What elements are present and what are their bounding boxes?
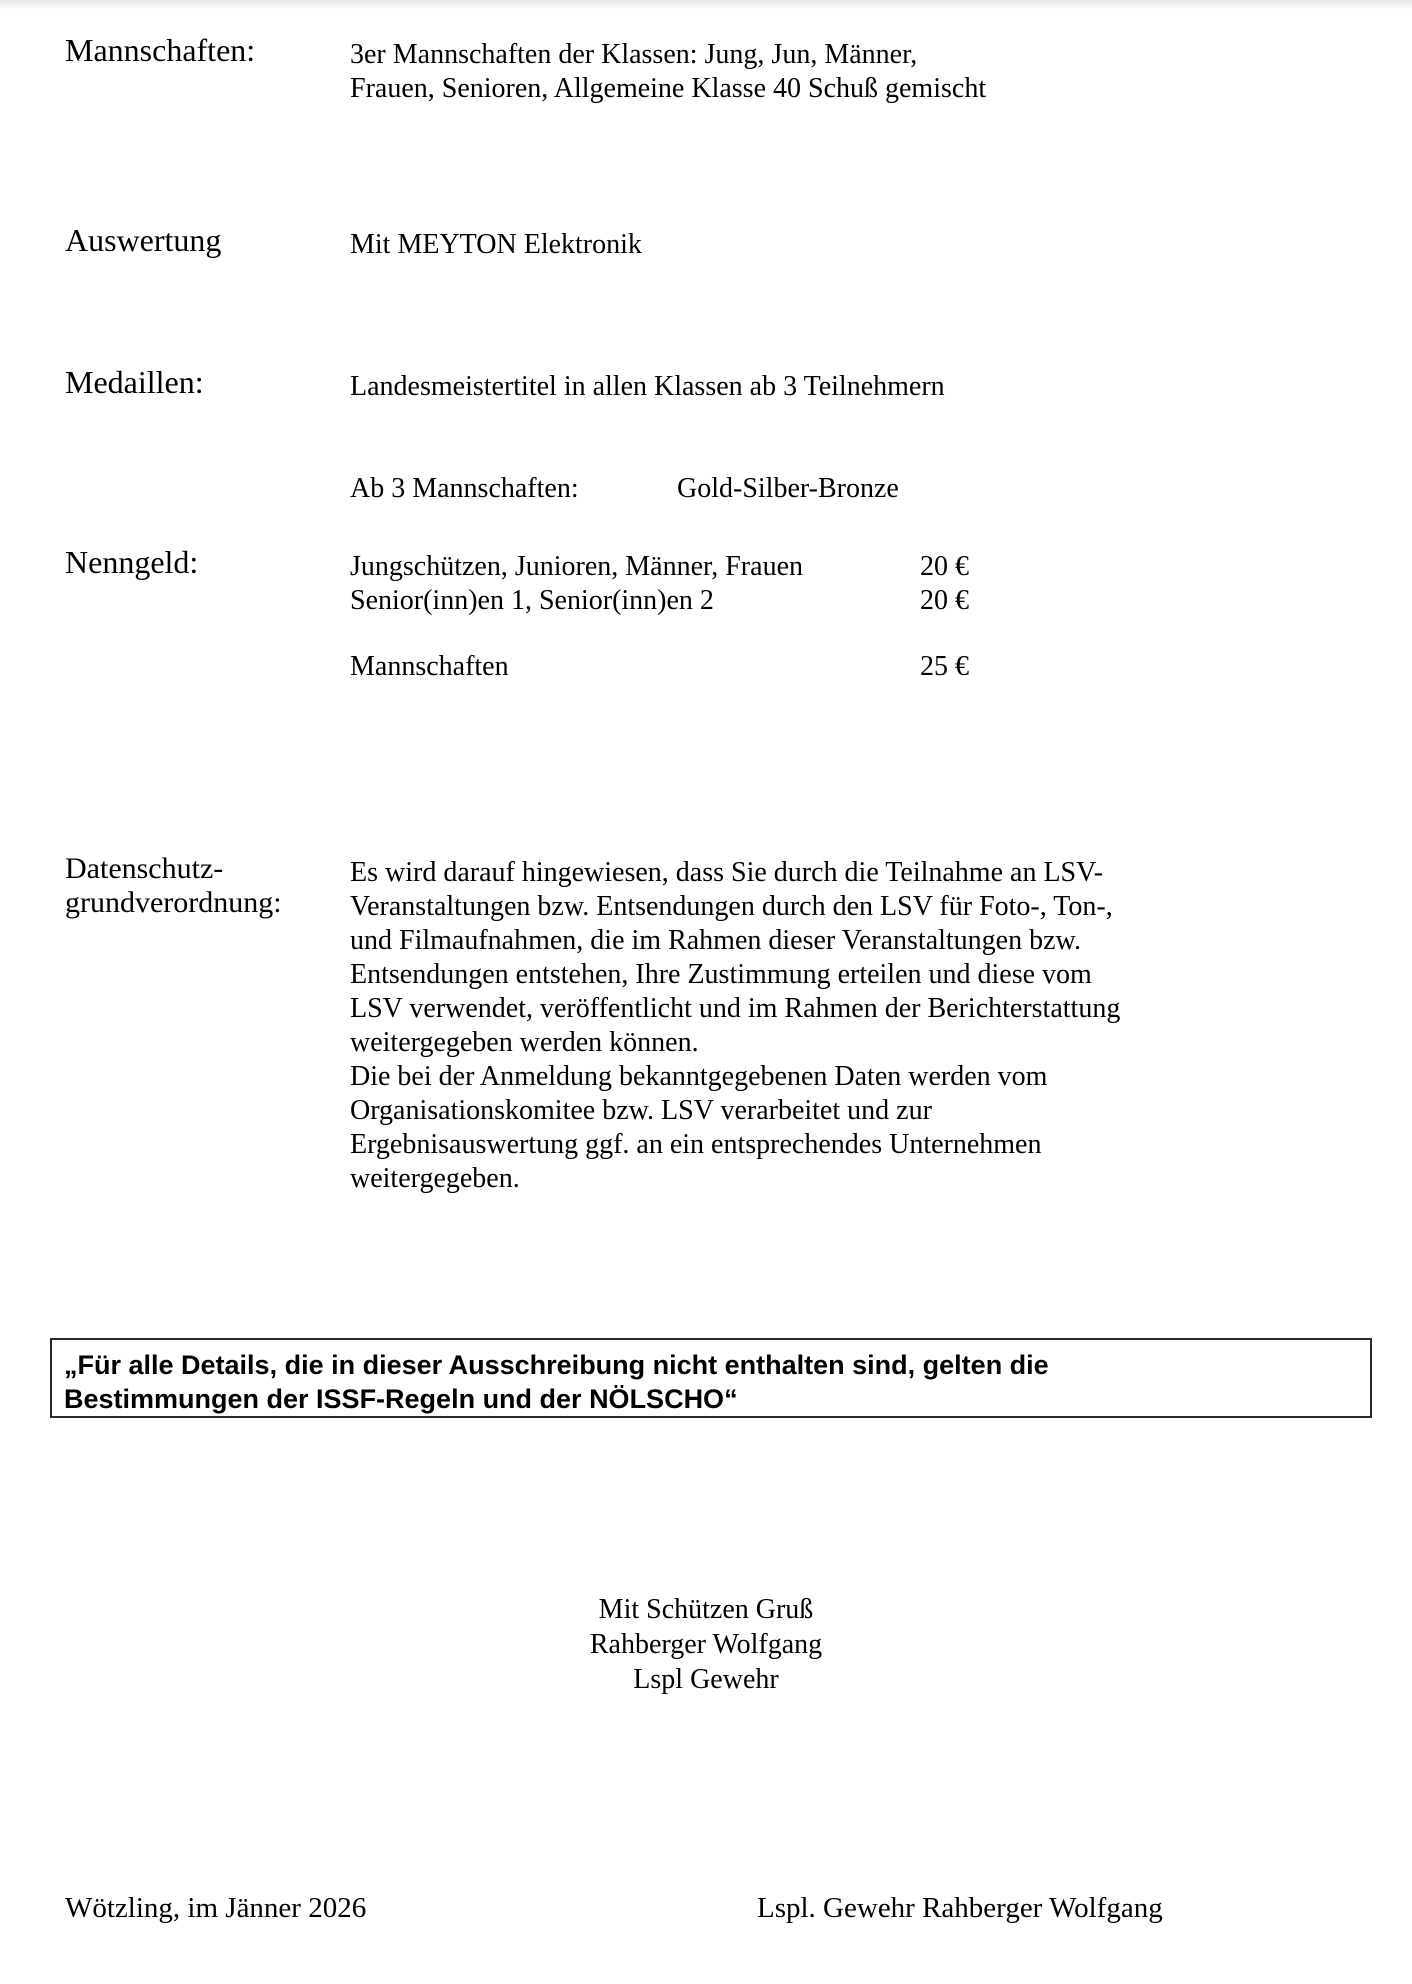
paragraph-line: Organisationskomitee bzw. LSV verarbeitet und zur (350, 1095, 932, 1126)
field-label-auswertung: Auswertung (65, 222, 222, 258)
field-label-nenngeld: Nenngeld: (65, 544, 199, 580)
page-top-edge (0, 0, 1412, 10)
fee-row (350, 550, 1110, 584)
signature-role: Lspl Gewehr (633, 1664, 779, 1695)
datenschutz-paragraph (350, 856, 1120, 1196)
paragraph-line: und Filmaufnahmen, die im Rahmen dieser Veranstaltungen bzw. (350, 925, 1081, 956)
paragraph-line: Veranstaltungen bzw. Entsendungen durch den LSV für Foto-, Ton-, (350, 891, 1113, 922)
fee-text: Jungschützen, Junioren, Männer, Frauen (350, 551, 803, 582)
rules-notice-line1: „Für alle Details, die in dieser Ausschreibung nicht enthalten sind, gelten die (64, 1350, 1049, 1380)
signature-greeting: Mit Schützen Gruß (598, 1594, 814, 1625)
field-value-auswertung: Mit MEYTON Elektronik (350, 229, 642, 260)
paragraph-line: weitergegeben werden können. (350, 1027, 699, 1058)
fee-text: Mannschaften (350, 651, 509, 682)
rules-notice-box (50, 1338, 1372, 1418)
field-label-medaillen: Medaillen: (65, 364, 204, 400)
fee-amount: 25 € (920, 651, 969, 682)
fee-row (350, 650, 1110, 684)
fee-amount: 20 € (920, 551, 969, 582)
fee-row (350, 584, 1110, 618)
signature-name: Rahberger Wolfgang (589, 1629, 823, 1660)
field-label-datenschutz-line1: Datenschutz- (65, 852, 224, 885)
paragraph-line: Die bei der Anmeldung bekanntgegebenen Daten werden vom (350, 1061, 1048, 1092)
paragraph-line: weitergegeben. (350, 1163, 520, 1194)
fee-text: Senior(inn)en 1, Senior(inn)en 2 (350, 585, 714, 616)
footer-place-date: Wötzling, im Jänner 2026 (65, 1892, 367, 1924)
paragraph-line: Ergebnisauswertung ggf. an ein entsprechendes Unternehmen (350, 1129, 1042, 1160)
paragraph-line: Es wird darauf hingewiesen, dass Sie durch die Teilnahme an LSV- (350, 857, 1104, 888)
field-label-mannschaften: Mannschaften: (65, 32, 256, 68)
signature-block (0, 1592, 1412, 1697)
rules-notice-line2: Bestimmungen der ISSF-Regeln und der NÖLSCHO“ (64, 1384, 738, 1414)
field-value-mannschaften-line1: 3er Mannschaften der Klassen: Jung, Jun, Männer, (350, 39, 918, 70)
paragraph-line: Entsendungen entstehen, Ihre Zustimmung erteilen und diese vom (350, 959, 1092, 990)
paragraph-line: LSV verwendet, veröffentlicht und im Rahmen der Berichterstattung (350, 993, 1121, 1024)
field-value-teams-medals: Gold-Silber-Bronze (677, 473, 899, 504)
field-label-teams-medals: Ab 3 Mannschaften: (350, 473, 579, 504)
field-value-mannschaften-line2: Frauen, Senioren, Allgemeine Klasse 40 Schuß gemischt (350, 73, 987, 104)
footer-signatory: Lspl. Gewehr Rahberger Wolfgang (757, 1892, 1163, 1924)
fee-amount: 20 € (920, 585, 969, 616)
field-value-medaillen: Landesmeistertitel in allen Klassen ab 3 Teilnehmern (350, 371, 945, 402)
field-label-datenschutz-line2: grundverordnung: (65, 886, 282, 919)
